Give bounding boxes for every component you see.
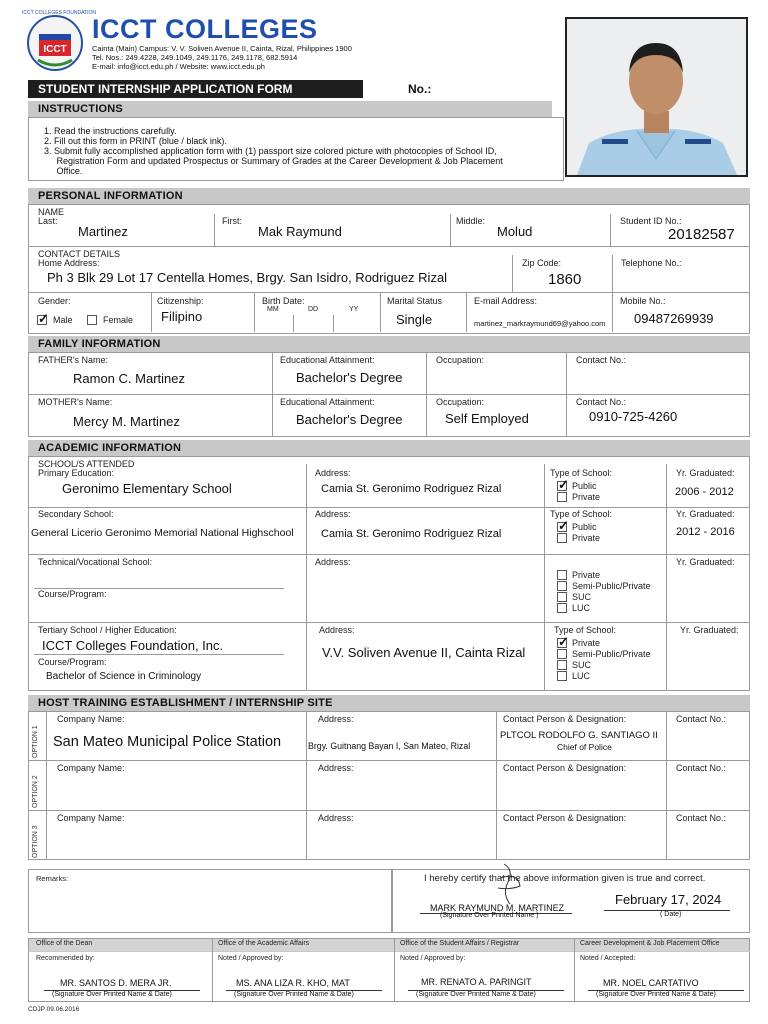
telephone-numbers: Tel. Nos.: 249.4228, 249.1049, 249.1176, 249.1178, 682.5914	[92, 53, 298, 62]
academic-caption: (Signature Over Printed Name & Date)	[234, 991, 354, 998]
mother-contact-label: Contact No.:	[576, 397, 627, 407]
tertiary-yr-label: Yr. Graduated:	[680, 625, 739, 635]
person3-label: Contact Person & Designation:	[503, 813, 627, 823]
instruction-3b: Registration Form and updated Prospectus or Summary of Grades at the Career Development & Job Placement	[44, 156, 503, 166]
academic-title: ACADEMIC INFORMATION	[38, 442, 182, 454]
father-contact-label: Contact No.:	[576, 355, 627, 365]
last-name-label: Last:	[38, 216, 58, 226]
zip-code-field[interactable]: 1860	[548, 271, 582, 288]
person1-label: Contact Person & Designation:	[503, 714, 627, 724]
tertiary-course-field[interactable]: Bachelor of Science in Criminology	[46, 671, 202, 682]
career-caption: (Signature Over Printed Name & Date)	[596, 991, 716, 998]
college-name: ICCT COLLEGES	[92, 14, 318, 44]
secondary-school-field[interactable]: General Licerio Geronimo Memorial National Highschool	[31, 527, 294, 539]
instruction-2: 2. Fill out this form in PRINT (blue / black ink).	[44, 136, 227, 146]
tech-semi-checkbox[interactable]	[557, 581, 567, 591]
tertiary-luc-label: LUC	[572, 671, 591, 681]
primary-public-checkbox[interactable]	[557, 481, 567, 491]
certify-statement: I hereby certify that the above information given is true and correct.	[424, 873, 706, 884]
secondary-type-label: Type of School:	[550, 509, 613, 519]
dean-caption: (Signature Over Printed Name & Date)	[52, 991, 172, 998]
mother-occupation-field[interactable]: Self Employed	[445, 411, 529, 426]
host-header	[28, 695, 750, 711]
secondary-private-label: Private	[572, 533, 601, 543]
tech-private-checkbox[interactable]	[557, 570, 567, 580]
contact-details-label: CONTACT DETAILS	[38, 249, 121, 259]
primary-yr-label: Yr. Graduated:	[676, 468, 735, 478]
address3-label: Address:	[318, 813, 354, 823]
applicant-photo	[565, 17, 748, 177]
primary-public-label: Public	[572, 481, 597, 491]
father-name-label: FATHER's Name:	[38, 355, 109, 365]
academic-role-label: Noted / Approved by:	[218, 955, 284, 962]
address2-label: Address:	[318, 763, 354, 773]
host-title: HOST TRAINING ESTABLISHMENT / INTERNSHIP SITE	[38, 697, 333, 709]
form-title-bar	[28, 80, 363, 98]
applicant-sig-caption: (Signature Over Printed Name )	[440, 912, 539, 919]
primary-type-label: Type of School:	[550, 468, 613, 478]
contact2-label: Contact No.:	[676, 763, 727, 773]
zip-code-label: Zip Code:	[522, 258, 562, 268]
address1-field[interactable]: Brgy. Guitnang Bayan I, San Mateo, Rizal	[308, 741, 471, 751]
secondary-address-label: Address:	[315, 509, 351, 519]
telephone-label: Telephone No.:	[621, 258, 682, 268]
person2-label: Contact Person & Designation:	[503, 763, 627, 773]
personal-title: PERSONAL INFORMATION	[38, 190, 183, 202]
primary-label: Primary Education:	[38, 468, 115, 478]
student-id-field[interactable]: 20182587	[668, 226, 735, 243]
middle-name-label: Middle:	[456, 216, 486, 226]
father-occupation-label: Occupation:	[436, 355, 485, 365]
home-address-label: Home Address:	[38, 258, 100, 268]
student-id-label: Student ID No.:	[620, 216, 682, 226]
applicant-printed-name: MARK RAYMUND M. MARTINEZ	[430, 903, 565, 913]
primary-school-field[interactable]: Geronimo Elementary School	[62, 481, 232, 496]
career-office-label: Career Development & Job Placement Office	[580, 940, 720, 947]
email-website: E-mail: info@icct.edu.ph / Website: www.icct.edu.ph	[92, 62, 265, 71]
person1-field[interactable]: PLTCOL RODOLFO G. SANTIAGO II	[500, 730, 658, 741]
male-label: Male	[53, 315, 73, 325]
option1-label: OPTION 1	[32, 725, 39, 758]
male-checkbox[interactable]	[37, 315, 47, 325]
tertiary-label: Tertiary School / Higher Education:	[38, 625, 177, 635]
citizenship-label: Citizenship:	[157, 296, 204, 306]
tech-private-label: Private	[572, 570, 601, 580]
academic-header	[28, 440, 750, 456]
home-address-field[interactable]: Ph 3 Blk 29 Lot 17 Centella Homes, Brgy. San Isidro, Rodriguez Rizal	[47, 270, 448, 285]
registrar-office-label: Office of the Student Affairs / Registrar	[400, 940, 520, 947]
primary-private-label: Private	[572, 492, 601, 502]
father-name-field[interactable]: Ramon C. Martinez	[73, 371, 185, 386]
mother-education-field[interactable]: Bachelor's Degree	[296, 412, 403, 427]
instructions-title: INSTRUCTIONS	[38, 103, 123, 115]
tech-suc-checkbox[interactable]	[557, 592, 567, 602]
form-title: STUDENT INTERNSHIP APPLICATION FORM	[38, 82, 293, 96]
form-number-label: No.:	[408, 82, 432, 96]
secondary-address-field[interactable]: Camia St. Geronimo Rodriguez Rizal	[321, 528, 502, 540]
marital-status-label: Marital Status	[387, 296, 443, 306]
option2-label: OPTION 2	[32, 775, 39, 808]
tertiary-address-label: Address:	[319, 625, 355, 635]
mother-contact-field[interactable]: 0910-725-4260	[589, 409, 678, 424]
remarks-label: Remarks:	[36, 874, 69, 883]
instruction-3: 3. Submit fully accomplished application form with (1) passport size colored picture with photocopies of School ID,	[44, 146, 497, 156]
first-name-field[interactable]: Mak Raymund	[258, 224, 342, 239]
footer-code: CDJP 09.06.2016	[28, 1006, 80, 1013]
birth-date-label: Birth Date:	[262, 296, 305, 306]
tech-yr-label: Yr. Graduated:	[676, 557, 735, 567]
school-logo	[24, 14, 86, 72]
secondary-private-checkbox[interactable]	[557, 533, 567, 543]
primary-address-label: Address:	[315, 468, 351, 478]
tech-address-label: Address:	[315, 557, 351, 567]
first-name-label: First:	[222, 216, 242, 226]
registrar-caption: (Signature Over Printed Name & Date)	[416, 991, 536, 998]
company3-label: Company Name:	[57, 813, 125, 823]
gender-label: Gender:	[38, 296, 71, 306]
birth-yy-label: YY	[349, 306, 359, 313]
instruction-1: 1. Read the instructions carefully.	[44, 126, 177, 136]
tech-semi-label: Semi-Public/Private	[572, 581, 651, 591]
primary-private-checkbox[interactable]	[557, 492, 567, 502]
dean-name: MR. SANTOS D. MERA JR.	[60, 978, 172, 988]
name-label: NAME	[38, 207, 65, 217]
tertiary-private-checkbox[interactable]	[557, 638, 567, 648]
email-label: E-mail Address:	[474, 296, 538, 306]
mobile-field[interactable]: 09487269939	[634, 311, 714, 326]
career-name: MR. NOEL CARTATIVO	[603, 978, 699, 988]
tertiary-school-field[interactable]: ICCT Colleges Foundation, Inc.	[42, 638, 224, 653]
tertiary-luc-checkbox[interactable]	[557, 671, 567, 681]
registrar-name: MR. RENATO A. PARINGIT	[421, 977, 532, 987]
family-header	[28, 336, 750, 352]
secondary-label: Secondary School:	[38, 509, 114, 519]
company1-field[interactable]: San Mateo Municipal Police Station	[53, 734, 282, 750]
instruction-3c: Office.	[44, 166, 83, 176]
personal-header	[28, 188, 750, 204]
primary-yr-field[interactable]: 2006 - 2012	[675, 486, 734, 498]
citizenship-field[interactable]: Filipino	[161, 309, 203, 324]
tertiary-address-field[interactable]: V.V. Soliven Avenue II, Cainta Rizal	[322, 645, 526, 660]
tertiary-private-label: Private	[572, 638, 601, 648]
tertiary-semi-label: Semi-Public/Private	[572, 649, 651, 659]
mother-occupation-label: Occupation:	[436, 397, 485, 407]
primary-address-field[interactable]: Camia St. Geronimo Rodriguez Rizal	[321, 483, 502, 495]
tech-course-label: Course/Program:	[38, 589, 107, 599]
svg-text:ICCT: ICCT	[43, 44, 67, 55]
schools-attended-label: SCHOOL/S ATTENDED	[38, 459, 135, 469]
tech-luc-label: LUC	[572, 603, 591, 613]
tertiary-semi-checkbox[interactable]	[557, 649, 567, 659]
career-role-label: Noted / Accepted:	[580, 955, 636, 962]
tech-voc-label: Technical/Vocational School:	[38, 557, 153, 567]
academic-name: MS. ANA LIZA R. KHO, MAT	[236, 978, 350, 988]
tertiary-type-label: Type of School:	[554, 625, 617, 635]
mobile-label: Mobile No.:	[620, 296, 666, 306]
mother-name-label: MOTHER's Name:	[38, 397, 113, 407]
female-checkbox[interactable]	[87, 315, 97, 325]
designation1-field[interactable]: Chief of Police	[557, 742, 612, 752]
secondary-public-checkbox[interactable]	[557, 522, 567, 532]
birth-mm-label: MM	[267, 306, 279, 313]
academic-office-label: Office of the Academic Affairs	[218, 940, 310, 947]
secondary-public-label: Public	[572, 522, 597, 532]
tertiary-course-label: Course/Program:	[38, 657, 107, 667]
father-education-label: Educational Attainment:	[280, 355, 375, 365]
secondary-yr-field[interactable]: 2012 - 2016	[676, 526, 735, 538]
tertiary-suc-checkbox[interactable]	[557, 660, 567, 670]
date-caption: ( Date)	[660, 911, 682, 918]
last-name-field[interactable]: Martinez	[78, 224, 128, 239]
secondary-yr-label: Yr. Graduated:	[676, 509, 735, 519]
tech-luc-checkbox[interactable]	[557, 603, 567, 613]
registrar-role-label: Noted / Approved by:	[400, 955, 466, 962]
logo-ring-text: ICCT COLLEGES FOUNDATION	[22, 10, 96, 16]
company2-label: Company Name:	[57, 763, 125, 773]
birth-date-field[interactable]	[256, 314, 378, 332]
dean-role-label: Recommended by:	[36, 955, 95, 962]
middle-name-field[interactable]: Molud	[497, 224, 533, 239]
instructions-header	[28, 101, 552, 117]
dean-office-label: Office of the Dean	[36, 940, 93, 947]
tertiary-suc-label: SUC	[572, 660, 592, 670]
birth-dd-label: DD	[308, 306, 319, 313]
mother-education-label: Educational Attainment:	[280, 397, 375, 407]
option3-label: OPTION 3	[32, 825, 39, 858]
mother-name-field[interactable]: Mercy M. Martinez	[73, 414, 180, 429]
marital-status-field[interactable]: Single	[396, 312, 433, 327]
contact1-label: Contact No.:	[676, 714, 727, 724]
father-education-field[interactable]: Bachelor's Degree	[296, 370, 403, 385]
contact3-label: Contact No.:	[676, 813, 727, 823]
female-label: Female	[103, 315, 134, 325]
tech-suc-label: SUC	[572, 592, 592, 602]
family-title: FAMILY INFORMATION	[38, 338, 161, 350]
campus-address: Cainta (Main) Campus: V. V. Soliven Avenue II, Cainta, Rizal, Philippines 1900	[92, 44, 352, 53]
email-field[interactable]: martinez_markraymund69@yahoo.com	[474, 319, 606, 328]
certify-date-field[interactable]: February 17, 2024	[615, 892, 722, 907]
address1-label: Address:	[318, 714, 354, 724]
remarks-box[interactable]	[28, 869, 392, 933]
company1-label: Company Name:	[57, 714, 125, 724]
